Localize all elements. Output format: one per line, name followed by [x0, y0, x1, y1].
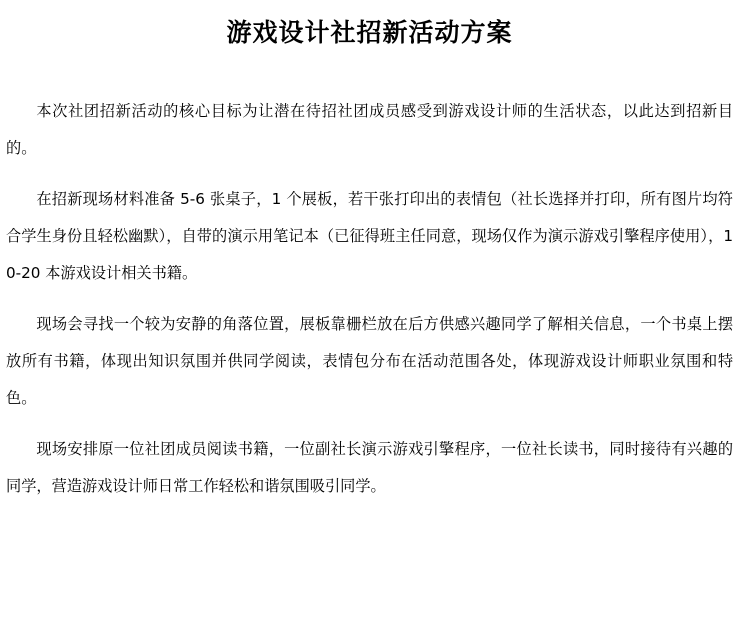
paragraph-goal: 本次社团招新活动的核心目标为让潜在待招社团成员感受到游戏设计师的生活状态，以此达到招新目的。 [6, 102, 733, 157]
paragraph-layout: 现场会寻找一个较为安静的角落位置，展板靠栅栏放在后方供感兴趣同学了解相关信息，一个书桌上摆放所有书籍，体现出知识氛围并供同学阅读，表情包分布在活动范围各处，体现游戏设计师职业氛围和特色。 [6, 315, 733, 407]
document-title: 游戏设计社招新活动方案 [226, 18, 513, 47]
paragraph-materials: 在招新现场材料准备 5-6 张桌子，1 个展板，若干张打印出的表情包（社长选择并打印，所有图片均符合学生身份且轻松幽默），自带的演示用笔记本（已征得班主任同意，现场仅作为演示游戏引擎程序使用），10-20 本游戏设计相关书籍。 [6, 190, 733, 282]
paragraph-staffing: 现场安排原一位社团成员阅读书籍，一位副社长演示游戏引擎程序，一位社长读书，同时接待有兴趣的同学，营造游戏设计师日常工作轻松和谐氛围吸引同学。 [6, 440, 733, 495]
document-body [6, 93, 733, 519]
